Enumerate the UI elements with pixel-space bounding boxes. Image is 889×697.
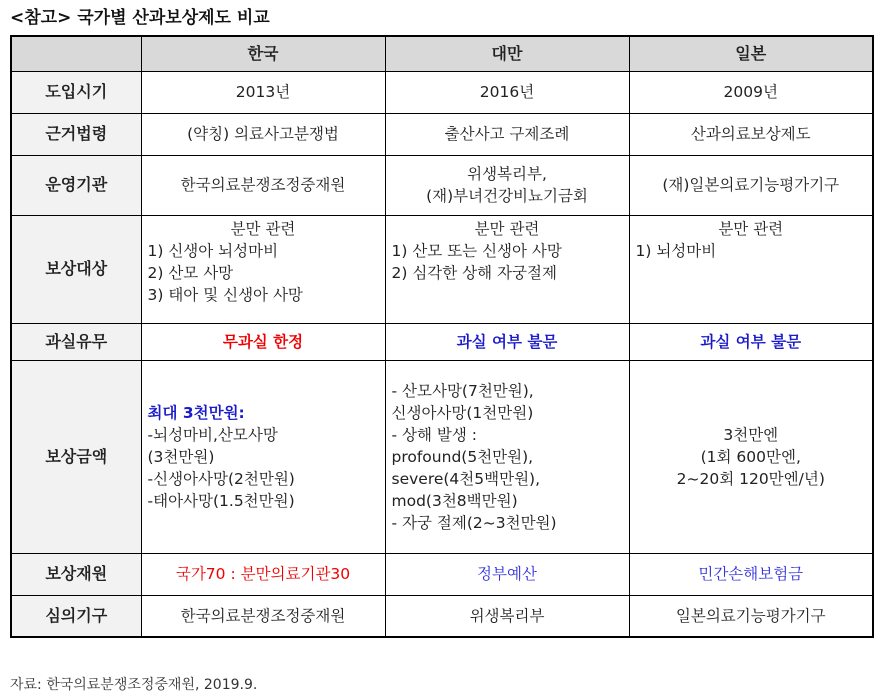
header-korea: 한국 bbox=[141, 36, 385, 71]
cell-japan-law: 산과의료보상제도 bbox=[629, 113, 873, 155]
cell-taiwan-intro: 2016년 bbox=[385, 71, 629, 113]
taiwan-operator-line: (재)부녀건강비뇨기금회 bbox=[426, 187, 588, 205]
target-item: 1) 산모 또는 신생아 사망 bbox=[391, 241, 562, 260]
cell-korea-amount bbox=[141, 360, 385, 553]
cell-korea-law: (약칭) 의료사고분쟁법 bbox=[141, 113, 385, 155]
cell-japan-funding: 민간손해보험금 bbox=[629, 553, 873, 595]
page-title: <참고> 국가별 산과보상제도 비교 bbox=[10, 8, 270, 28]
header-taiwan: 대만 bbox=[385, 36, 629, 71]
amount-item: -신생아사망(2천만원) bbox=[147, 469, 295, 488]
cell-taiwan-funding: 정부예산 bbox=[385, 553, 629, 595]
cell-korea-intro: 2013년 bbox=[141, 71, 385, 113]
cell-taiwan-target bbox=[385, 215, 629, 323]
amount-item: - 자궁 절제(2~3천만원) bbox=[391, 513, 557, 532]
cell-korea-operator: 한국의료분쟁조정중재원 bbox=[141, 155, 385, 215]
amount-item: severe(4천5백만원), bbox=[391, 469, 541, 488]
target-heading: 분만 관련 bbox=[718, 219, 784, 238]
amount-item: 3천만엔 bbox=[723, 425, 779, 444]
amount-item: 2~20회 120만엔/년) bbox=[676, 469, 825, 488]
row-label-target: 보상대상 bbox=[11, 215, 141, 323]
header-blank bbox=[11, 36, 141, 71]
row-label-amount: 보상금액 bbox=[11, 360, 141, 553]
table-row bbox=[11, 360, 873, 553]
cell-japan-fault: 과실 여부 불문 bbox=[629, 323, 873, 360]
amount-item: (1회 600만엔, bbox=[700, 447, 801, 466]
cell-taiwan-operator bbox=[385, 155, 629, 215]
amount-item: mod(3천8백만원) bbox=[391, 491, 518, 510]
amount-item: 신생아사망(1천만원) bbox=[391, 403, 534, 422]
amount-max-label: 최대 3천만원: bbox=[147, 403, 245, 422]
row-label-funding: 보상재원 bbox=[11, 553, 141, 595]
row-label-intro: 도입시기 bbox=[11, 71, 141, 113]
row-label-committee: 심의기구 bbox=[11, 595, 141, 637]
cell-taiwan-committee: 위생복리부 bbox=[385, 595, 629, 637]
table-row bbox=[11, 155, 873, 215]
amount-item: -뇌성마비,산모사망 bbox=[147, 425, 278, 444]
target-item: 2) 심각한 상해 자궁절제 bbox=[391, 263, 557, 282]
table-row bbox=[11, 323, 873, 360]
source-note: 자료: 한국의료분쟁조정중재원, 2019.9. bbox=[10, 677, 258, 693]
cell-japan-committee: 일본의료기능평가기구 bbox=[629, 595, 873, 637]
target-item: 3) 태아 및 신생아 사망 bbox=[147, 285, 303, 304]
target-heading: 분만 관련 bbox=[474, 219, 540, 238]
target-heading: 분만 관련 bbox=[230, 219, 296, 238]
cell-taiwan-law: 출산사고 구제조례 bbox=[385, 113, 629, 155]
taiwan-operator-line: 위생복리부, bbox=[467, 165, 547, 183]
cell-korea-funding: 국가70 : 분만의료기관30 bbox=[141, 553, 385, 595]
cell-korea-committee: 한국의료분쟁조정중재원 bbox=[141, 595, 385, 637]
table-row bbox=[11, 113, 873, 155]
amount-item: (3천만원) bbox=[147, 447, 215, 466]
cell-taiwan-amount bbox=[385, 360, 629, 553]
row-label-operator: 운영기관 bbox=[11, 155, 141, 215]
table-row bbox=[11, 595, 873, 637]
target-item: 2) 산모 사망 bbox=[147, 263, 234, 282]
header-japan: 일본 bbox=[629, 36, 873, 71]
header-row bbox=[11, 36, 873, 71]
comparison-table bbox=[10, 35, 874, 638]
table-row bbox=[11, 553, 873, 595]
cell-korea-fault: 무과실 한정 bbox=[141, 323, 385, 360]
row-label-fault: 과실유무 bbox=[11, 323, 141, 360]
cell-taiwan-fault: 과실 여부 불문 bbox=[385, 323, 629, 360]
cell-japan-amount bbox=[629, 360, 873, 553]
table-row bbox=[11, 71, 873, 113]
cell-japan-intro: 2009년 bbox=[629, 71, 873, 113]
target-item: 1) 뇌성마비 bbox=[635, 241, 717, 260]
row-label-law: 근거법령 bbox=[11, 113, 141, 155]
table-row bbox=[11, 215, 873, 323]
amount-item: - 상해 발생 : bbox=[391, 425, 477, 444]
cell-korea-target bbox=[141, 215, 385, 323]
cell-japan-operator: (재)일본의료기능평가기구 bbox=[629, 155, 873, 215]
cell-japan-target bbox=[629, 215, 873, 323]
amount-item: profound(5천만원), bbox=[391, 447, 534, 466]
target-item: 1) 신생아 뇌성마비 bbox=[147, 241, 279, 260]
amount-item: -태아사망(1.5천만원) bbox=[147, 491, 295, 510]
amount-item: - 산모사망(7천만원), bbox=[391, 381, 534, 400]
